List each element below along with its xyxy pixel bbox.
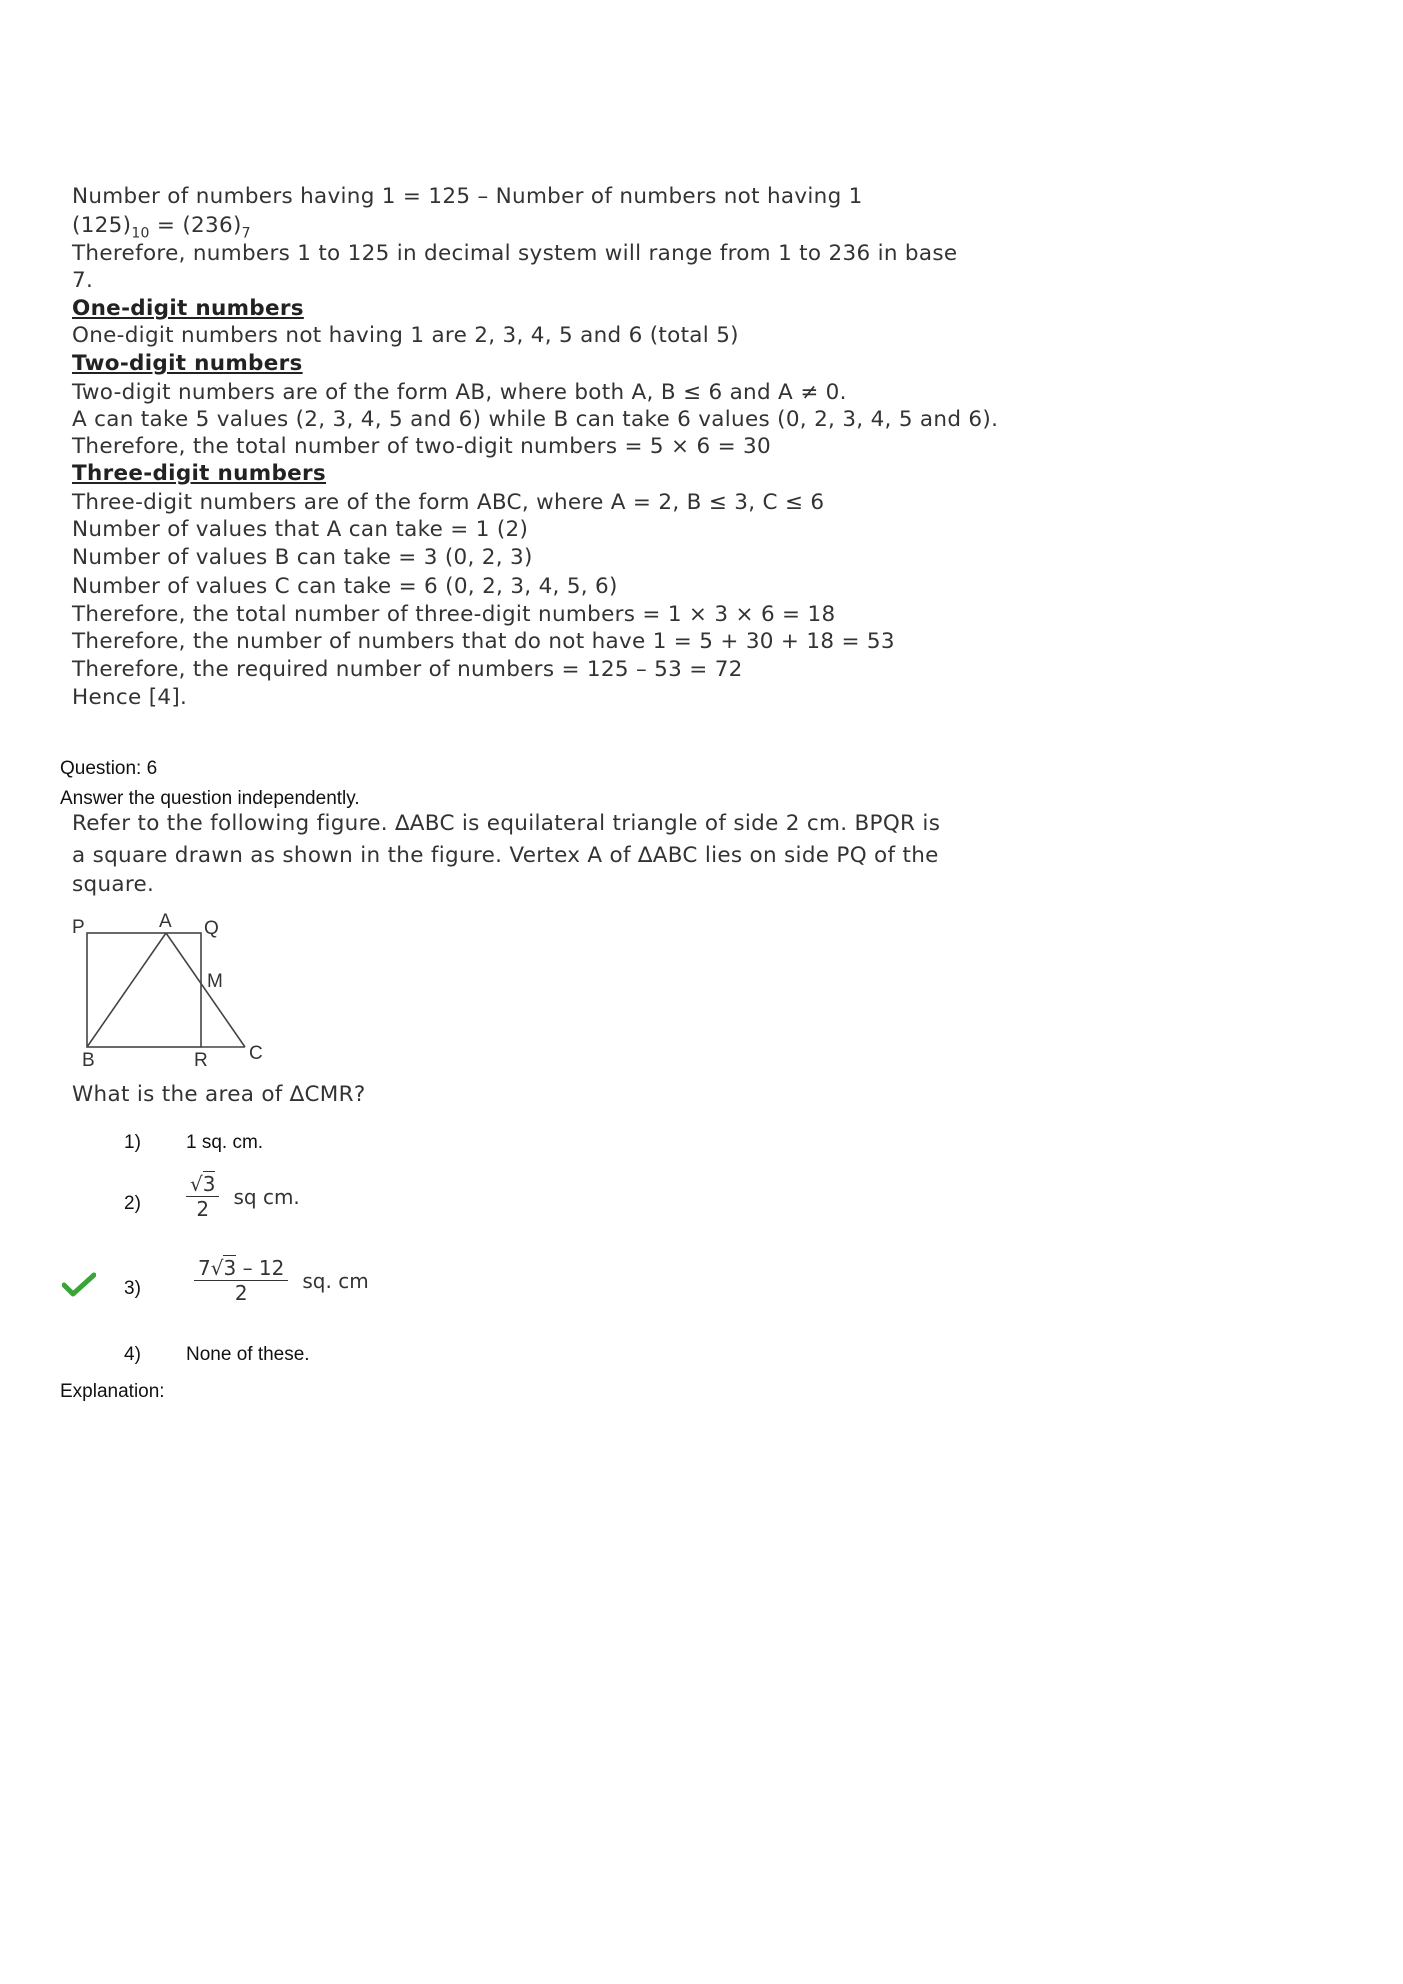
- side-ac: [166, 933, 245, 1047]
- option-4-number: 4): [124, 1344, 141, 1365]
- solution-line: Three-digit numbers are of the form ABC, where A = 2, B ≤ 3, C ≤ 6: [72, 490, 825, 515]
- triangle-square-figure: [60, 900, 280, 1075]
- option-3-number: 3): [124, 1278, 141, 1299]
- option-2-fraction: $\frac{√3}{2}$: [186, 1172, 219, 1221]
- question-label: Question: 6: [60, 758, 158, 779]
- side-ab: [87, 933, 166, 1047]
- label-q: Q: [204, 918, 219, 939]
- solution-line: Number of numbers having 1 = 125 – Number of numbers not having 1: [72, 184, 863, 209]
- label-r: R: [194, 1050, 208, 1071]
- question-text: Refer to the following figure. ∆ABC is equilateral triangle of side 2 cm. BPQR is: [72, 811, 941, 836]
- solution-line: Therefore, numbers 1 to 125 in decimal system will range from 1 to 236 in base: [72, 241, 958, 266]
- solution-line: Therefore, the required number of numbers = 125 – 53 = 72: [72, 657, 743, 682]
- option-3-unit: sq. cm: [302, 1268, 369, 1293]
- solution-line: Number of values B can take = 3 (0, 2, 3): [72, 545, 533, 570]
- option-3-text[interactable]: [194, 1256, 369, 1305]
- label-b: B: [82, 1050, 95, 1071]
- question-text: square.: [72, 872, 155, 897]
- option-2-unit: sq cm.: [233, 1184, 300, 1209]
- solution-line: Two-digit numbers are of the form AB, where both A, B ≤ 6 and A ≠ 0.: [72, 380, 847, 405]
- option-2-text[interactable]: [186, 1172, 300, 1221]
- three-digit-heading: Three-digit numbers: [72, 461, 327, 486]
- solution-line: 7.: [72, 268, 94, 293]
- conversion-lhs: (125): [72, 213, 132, 238]
- solution-line: One-digit numbers not having 1 are 2, 3, 4, 5 and 6 (total 5): [72, 323, 739, 348]
- option-2-number: 2): [124, 1193, 141, 1214]
- label-c: C: [249, 1043, 263, 1064]
- solution-line: Number of values C can take = 6 (0, 2, 3, 4, 5, 6): [72, 574, 618, 599]
- conversion-rhs-base: 7: [241, 225, 251, 242]
- question-prompt: What is the area of ∆CMR?: [72, 1082, 366, 1107]
- conversion-lhs-base: 10: [131, 225, 150, 242]
- option-4-text[interactable]: None of these.: [186, 1344, 310, 1365]
- question-instruction: Answer the question independently.: [60, 788, 360, 809]
- solution-line: Therefore, the total number of two-digit numbers = 5 × 6 = 30: [72, 434, 771, 459]
- label-a: A: [159, 911, 172, 932]
- one-digit-heading: One-digit numbers: [72, 296, 304, 321]
- conversion-eq: = (236): [149, 213, 242, 238]
- label-m: M: [207, 971, 223, 992]
- option-1-text[interactable]: 1 sq. cm.: [186, 1132, 264, 1153]
- solution-line: A can take 5 values (2, 3, 4, 5 and 6) while B can take 6 values (0, 2, 3, 4, 5 and 6).: [72, 407, 999, 432]
- check-mark-icon: [62, 1272, 96, 1298]
- option-3-fraction: $\frac{7√3 - 12}{2}$: [194, 1256, 288, 1305]
- question-text: a square drawn as shown in the figure. Vertex A of ∆ABC lies on side PQ of the: [72, 843, 939, 868]
- explanation-label: Explanation:: [60, 1381, 165, 1402]
- option-1-number: 1): [124, 1132, 141, 1153]
- solution-line: Therefore, the number of numbers that do not have 1 = 5 + 30 + 18 = 53: [72, 629, 895, 654]
- solution-line: Hence [4].: [72, 685, 188, 710]
- two-digit-heading: Two-digit numbers: [72, 351, 303, 376]
- square-bpqr: [87, 933, 201, 1047]
- label-p: P: [72, 917, 85, 938]
- solution-line: Therefore, the total number of three-digit numbers = 1 × 3 × 6 = 18: [72, 602, 836, 627]
- solution-line: Number of values that A can take = 1 (2): [72, 517, 529, 542]
